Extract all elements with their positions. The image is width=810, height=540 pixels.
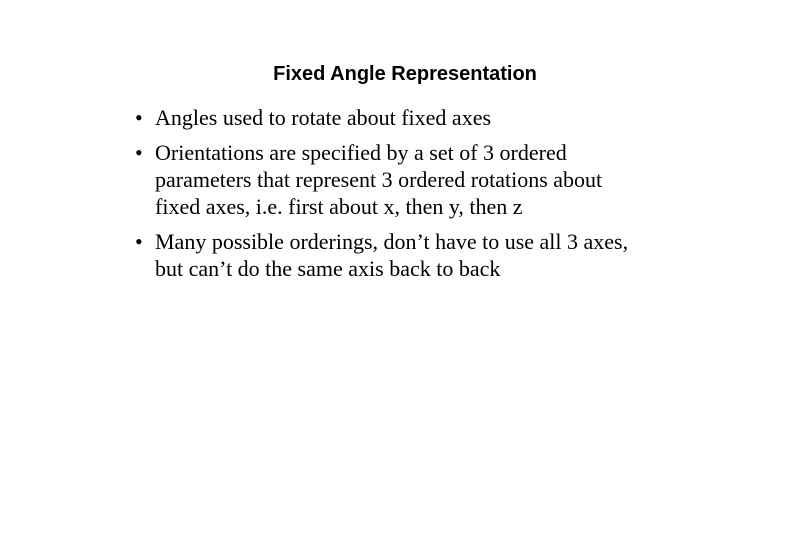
bullet-icon: • (135, 229, 143, 254)
bullet-item (135, 104, 715, 131)
bullet-text-line: but can’t do the same axis back to back (155, 256, 501, 281)
bullet-text-line: fixed axes, i.e. first about x, then y, then z (155, 194, 523, 219)
bullet-text-line: Orientations are specified by a set of 3 ordered (155, 140, 567, 165)
bullet-list (135, 104, 715, 290)
bullet-text-line: Many possible orderings, don’t have to use all 3 axes, (155, 229, 629, 254)
slide-title: Fixed Angle Representation (273, 63, 537, 85)
bullet-text-line: Angles used to rotate about fixed axes (155, 105, 492, 130)
bullet-icon: • (135, 105, 143, 130)
bullet-icon: • (135, 140, 143, 165)
bullet-item (135, 228, 715, 282)
bullet-text-line: parameters that represent 3 ordered rotations about (155, 167, 603, 192)
bullet-item (135, 139, 715, 220)
